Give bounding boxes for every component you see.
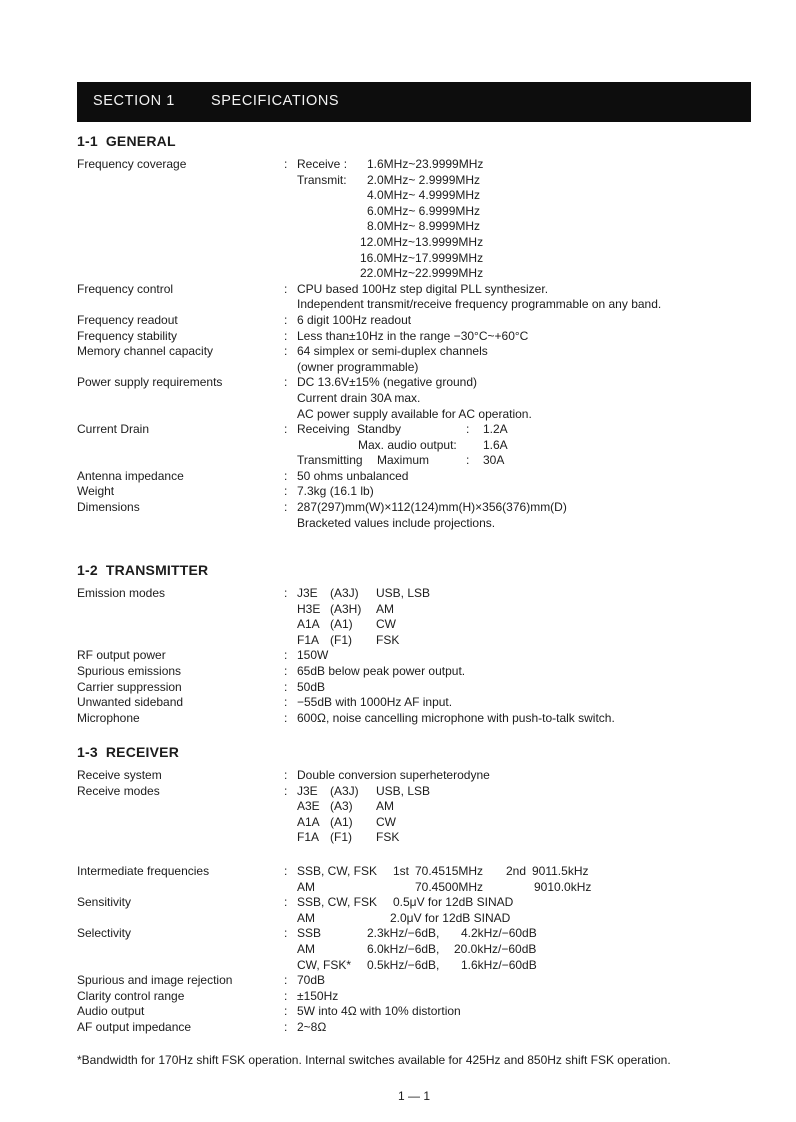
footnote: *Bandwidth for 170Hz shift FSK operation. Internal switches available for 425Hz and 850Hz shift FSK operation. [77,1053,671,1067]
spec-unwanted-sideband: Unwanted sideband : −55dB with 1000Hz AF input. [77,695,453,710]
spec-image-rejection: Spurious and image rejection : 70dB [77,973,326,988]
receiver-spec-list [77,768,757,846]
list-item: A1A (A1) CW [297,617,396,632]
list-item: AM 6.0kHz/−6dB, 20.0kHz/−60dB [297,941,537,956]
spec-af-output-impedance: AF output impedance : 2~8Ω [77,1019,327,1034]
list-item: J3E (A3J) USB, LSB [297,586,431,600]
section-banner [77,82,751,122]
spec-intermediate-frequencies: Intermediate frequencies : SSB, CW, FSK 1st 70.4515MHz 2nd 9011.5kHz AM 70.4500MHz 9010.0kHz [77,864,592,894]
heading-general: 1-1 GENERAL [77,133,176,149]
spec-weight: Weight : 7.3kg (16.1 lb) [77,484,374,499]
spec-receive-system: Receive system : Double conversion superheterodyne [77,768,490,782]
spec-audio-output: Audio output : 5W into 4Ω with 10% distortion [77,1004,461,1019]
spec-frequency-readout: Frequency readout : 6 digit 100Hz readout [77,312,412,327]
spec-receive-modes: Receive modes : J3E (A3J) USB, LSB A3E (A3) AM A1A (A1) CW F1A (F1) FSK [77,784,757,846]
spec-microphone: Microphone : 600Ω, noise cancelling microphone with push-to-talk switch. [77,710,615,725]
list-item: A1A (A1) CW [297,814,396,829]
list-item: CW, FSK* 0.5kHz/−6dB, 1.6kHz/−60dB [297,957,537,972]
receiver-spec-list-2 [77,864,757,1036]
spec-frequency-stability: Frequency stability : Less than±10Hz in the range −30°C~+60°C [77,328,529,343]
list-item: J3E (A3J) USB, LSB [297,783,431,798]
spec-clarity-range: Clarity control range : ±150Hz [77,988,339,1003]
transmitter-spec-list [77,586,757,726]
spec-carrier-suppression: Carrier suppression : 50dB [77,679,326,694]
page-number: 1 — 1 [398,1089,431,1103]
spec-spurious-emissions: Spurious emissions : 65dB below peak power output. [77,663,466,678]
spec-dimensions: Dimensions : 287(297)mm(W)×112(124)mm(H)×356(376)mm(D) Bracketed values include projections. [77,500,567,530]
spec-current-drain: Current Drain : Receiving Standby : 1.2A Max. audio output: 1.6A Transmitting Maximum : 30A [77,422,508,468]
spec-frequency-control: Frequency control : CPU based 100Hz step digital PLL synthesizer. Independent transmit/receive frequency programmable on any band. [77,281,662,312]
general-spec-list [77,157,757,531]
list-item: F1A (F1) FSK [297,830,400,845]
heading-transmitter: 1-2 TRANSMITTER [77,562,209,578]
spec-emission-modes: Emission modes : J3E (A3J) USB, LSB H3E (A3H) AM A1A (A1) CW F1A (F1) FSK [77,586,757,648]
list-item: SSB 2.3kHz/−6dB, 4.2kHz/−60dB [297,926,537,941]
spec-frequency-coverage: Frequency coverage : Receive : 1.6MHz~23.9999MHz Transmit: 2.0MHz~ 2.9999MHz 4.0MHz~ 4.9999MHz 6.0MHz~ 6.9999MHz 8.0MHz~ 8.9999MHz 12.0MHz~13.9999MHz 16.0MHz~17.9999MHz 22.0MHz~22.9999MHz [77,157,484,281]
list-item: F1A (F1) FSK [297,632,400,647]
list-item: H3E (A3H) AM [297,601,394,616]
spec-sensitivity: Sensitivity : SSB, CW, FSK 0.5μV for 12dB SINAD AM 2.0μV for 12dB SINAD [77,895,514,925]
spec-memory-capacity: Memory channel capacity : 64 simplex or semi-duplex channels (owner programmable) [77,344,488,374]
section-title: SPECIFICATIONS [211,93,340,109]
spec-antenna-impedance: Antenna impedance : 50 ohms unbalanced [77,468,409,483]
section-label: SECTION 1 [93,93,175,109]
heading-receiver: 1-3 RECEIVER [77,744,180,760]
list-item: A3E (A3) AM [297,799,394,814]
spec-power-supply: Power supply requirements : DC 13.6V±15% (negative ground) Current drain 30A max. AC power supply available for AC operation. [77,375,532,421]
spec-rf-output-power: RF output power : 150W [77,648,329,663]
spec-selectivity: Selectivity : SSB 2.3kHz/−6dB, 4.2kHz/−60dB AM 6.0kHz/−6dB, 20.0kHz/−60dB CW, FSK* 0.5kHz/−6dB, 1.6kHz/−60dB [77,926,757,973]
